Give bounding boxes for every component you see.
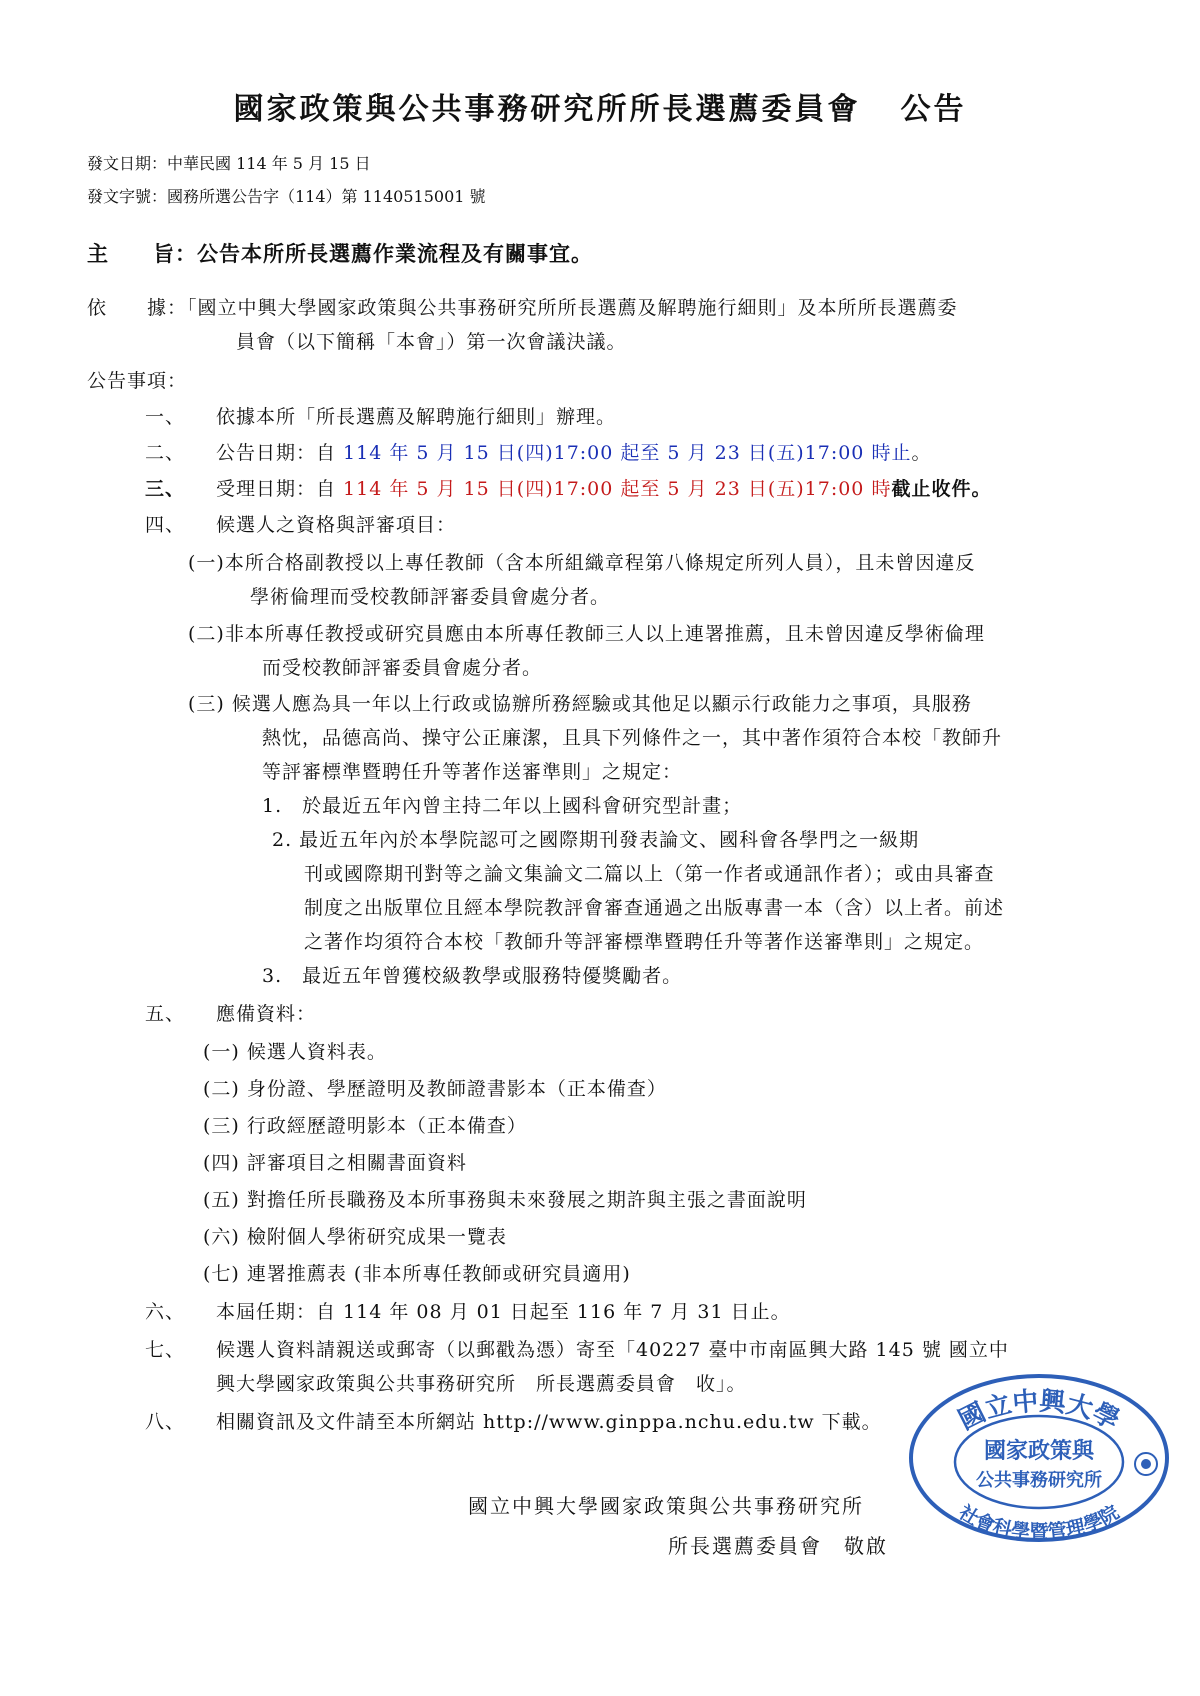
item-two-number: 二、 xyxy=(145,442,186,464)
basis-line-2: 員會（以下簡稱「本會」）第一次會議決議。 xyxy=(236,331,627,353)
institute-seal xyxy=(908,1372,1170,1542)
item-seven-line-2: 興大學國家政策與公共事務研究所 所長選薦委員會 收」。 xyxy=(216,1373,747,1395)
seal-top-arc: 國立中興大學 xyxy=(953,1386,1125,1437)
subject-text: 公告本所所長選薦作業流程及有關事宜。 xyxy=(197,241,593,266)
item-six-text: 本屆任期：自 114 年 08 月 01 日起至 116 年 7 月 31 日止。 xyxy=(216,1301,791,1323)
item-five-text: 應備資料： xyxy=(216,1003,317,1025)
item-four-number: 四、 xyxy=(145,514,186,536)
condition-2-line-2: 刊或國際期刊對等之論文集論文二篇以上（第一作者或通訊作者）；或由具審查 xyxy=(304,863,995,885)
signature-org: 國立中興大學國家政策與公共事務研究所 xyxy=(468,1494,864,1518)
seal-bottom-arc: 社會科學暨管理學院 xyxy=(955,1501,1123,1542)
document-item: (六) 檢附個人學術研究成果一覽表 xyxy=(203,1226,507,1248)
qualification-1-line-1: (一)本所合格副教授以上專任教師（含本所組織章程第八條規定所列人員），且未曾因違反 xyxy=(188,552,976,574)
document-item: (五) 對擔任所長職務及本所事務與未來發展之期許與主張之書面說明 xyxy=(203,1189,807,1211)
item-one-text: 依據本所「所長選薦及解聘施行細則」辦理。 xyxy=(216,406,617,428)
qualification-1-line-2: 學術倫理而受校教師評審委員會處分者。 xyxy=(250,586,611,608)
qualification-2-line-2: 而受校教師評審委員會處分者。 xyxy=(262,657,543,679)
condition-2-line-1: 2. 最近五年內於本學院認可之國際期刊發表論文、國科會各學門之一級期 xyxy=(272,829,920,851)
issue-date: 發文日期：中華民國 114 年 5 月 15 日 xyxy=(87,154,371,173)
item-one-number: 一、 xyxy=(145,406,186,428)
seal-line-2: 公共事務研究所 xyxy=(976,1470,1102,1491)
title-main: 國家政策與公共事務研究所所長選薦委員會 xyxy=(233,92,861,127)
item-four-text: 候選人之資格與評審項目： xyxy=(216,514,457,536)
page-title xyxy=(0,84,1200,128)
document-item: (二) 身份證、學歷證明及教師證書影本（正本備查） xyxy=(203,1078,667,1100)
item-two-pre: 公告日期：自 xyxy=(216,442,344,464)
seal-line-1: 國家政策與 xyxy=(983,1438,1095,1464)
basis-text-1: 「國立中興大學國家政策與公共事務研究所所長選薦及解聘施行細則」及本所所長選薦委 xyxy=(187,297,958,319)
title-suffix: 公告 xyxy=(900,92,967,127)
signature-committee: 所長選薦委員會 敬啟 xyxy=(668,1534,888,1558)
condition-3: 3. 最近五年曾獲校級教學或服務特優獎勵者。 xyxy=(262,965,683,987)
condition-1: 1. 於最近五年內曾主持二年以上國科會研究型計畫； xyxy=(262,795,743,817)
item-three-pre: 受理日期：自 xyxy=(216,478,344,500)
document-item: (七) 連署推薦表 (非本所專任教師或研究員適用) xyxy=(203,1263,631,1285)
item-two-post: 。 xyxy=(911,442,932,464)
item-three-text xyxy=(216,474,991,501)
seal-bottom-text xyxy=(954,1500,1123,1542)
subject-line xyxy=(87,238,593,268)
items-heading: 公告事項： xyxy=(87,370,188,392)
qualification-3-line-3: 等評審標準暨聘任升等著作送審準則」之規定： xyxy=(262,761,683,783)
item-two-text xyxy=(216,438,931,465)
item-seven-line-1: 候選人資料請親送或郵寄（以郵戳為憑）寄至「40227 臺中市南區興大路 145 號 國立中 xyxy=(216,1339,1009,1361)
subject-label: 主 旨： xyxy=(87,241,197,266)
item-eight-text: 相關資訊及文件請至本所網站 http://www.ginppa.nchu.edu.tw 下載。 xyxy=(216,1411,882,1433)
item-five-number: 五、 xyxy=(145,1003,186,1025)
condition-2-line-4: 之著作均須符合本校「教師升等評審標準暨聘任升等著作送審準則」之規定。 xyxy=(304,931,985,953)
item-seven-number: 七、 xyxy=(145,1339,186,1361)
basis-label: 依 據： xyxy=(87,297,188,319)
condition-2-line-3: 制度之出版單位且經本學院教評會審查通過之出版專書一本（含）以上者。前述 xyxy=(304,897,1005,919)
issue-number: 發文字號：國務所選公告字（114）第 1140515001 號 xyxy=(87,187,486,206)
basis-line-1 xyxy=(87,293,958,320)
document-item: (四) 評審項目之相關書面資料 xyxy=(203,1152,467,1174)
document-item: (三) 行政經歷證明影本（正本備查） xyxy=(203,1115,527,1137)
item-six-number: 六、 xyxy=(145,1301,186,1323)
item-eight-number: 八、 xyxy=(145,1411,186,1433)
qualification-3-line-2: 熱忱，品德高尚、操守公正廉潔，且具下列條件之一，其中著作須符合本校「教師升 xyxy=(262,727,1003,749)
qualification-2-line-1: (二)非本所專任教授或研究員應由本所專任教師三人以上連署推薦，且未曾因違反學術倫理 xyxy=(188,623,985,645)
item-three-number: 三、 xyxy=(145,478,186,500)
item-three-post: 截止收件。 xyxy=(891,478,992,500)
announcement-period: 114 年 5 月 15 日(四)17:00 起至 5 月 23 日(五)17:00 時止 xyxy=(343,442,912,464)
acceptance-period: 114 年 5 月 15 日(四)17:00 起至 5 月 23 日(五)17:00 時 xyxy=(343,478,892,500)
qualification-3-line-1: (三) 候選人應為具一年以上行政或協辦所務經驗或其他足以顯示行政能力之事項，具服務 xyxy=(188,693,972,715)
seal-top-text xyxy=(954,1387,1124,1437)
seal-emblem-icon xyxy=(1135,1453,1157,1475)
document-item: (一) 候選人資料表。 xyxy=(203,1041,387,1063)
